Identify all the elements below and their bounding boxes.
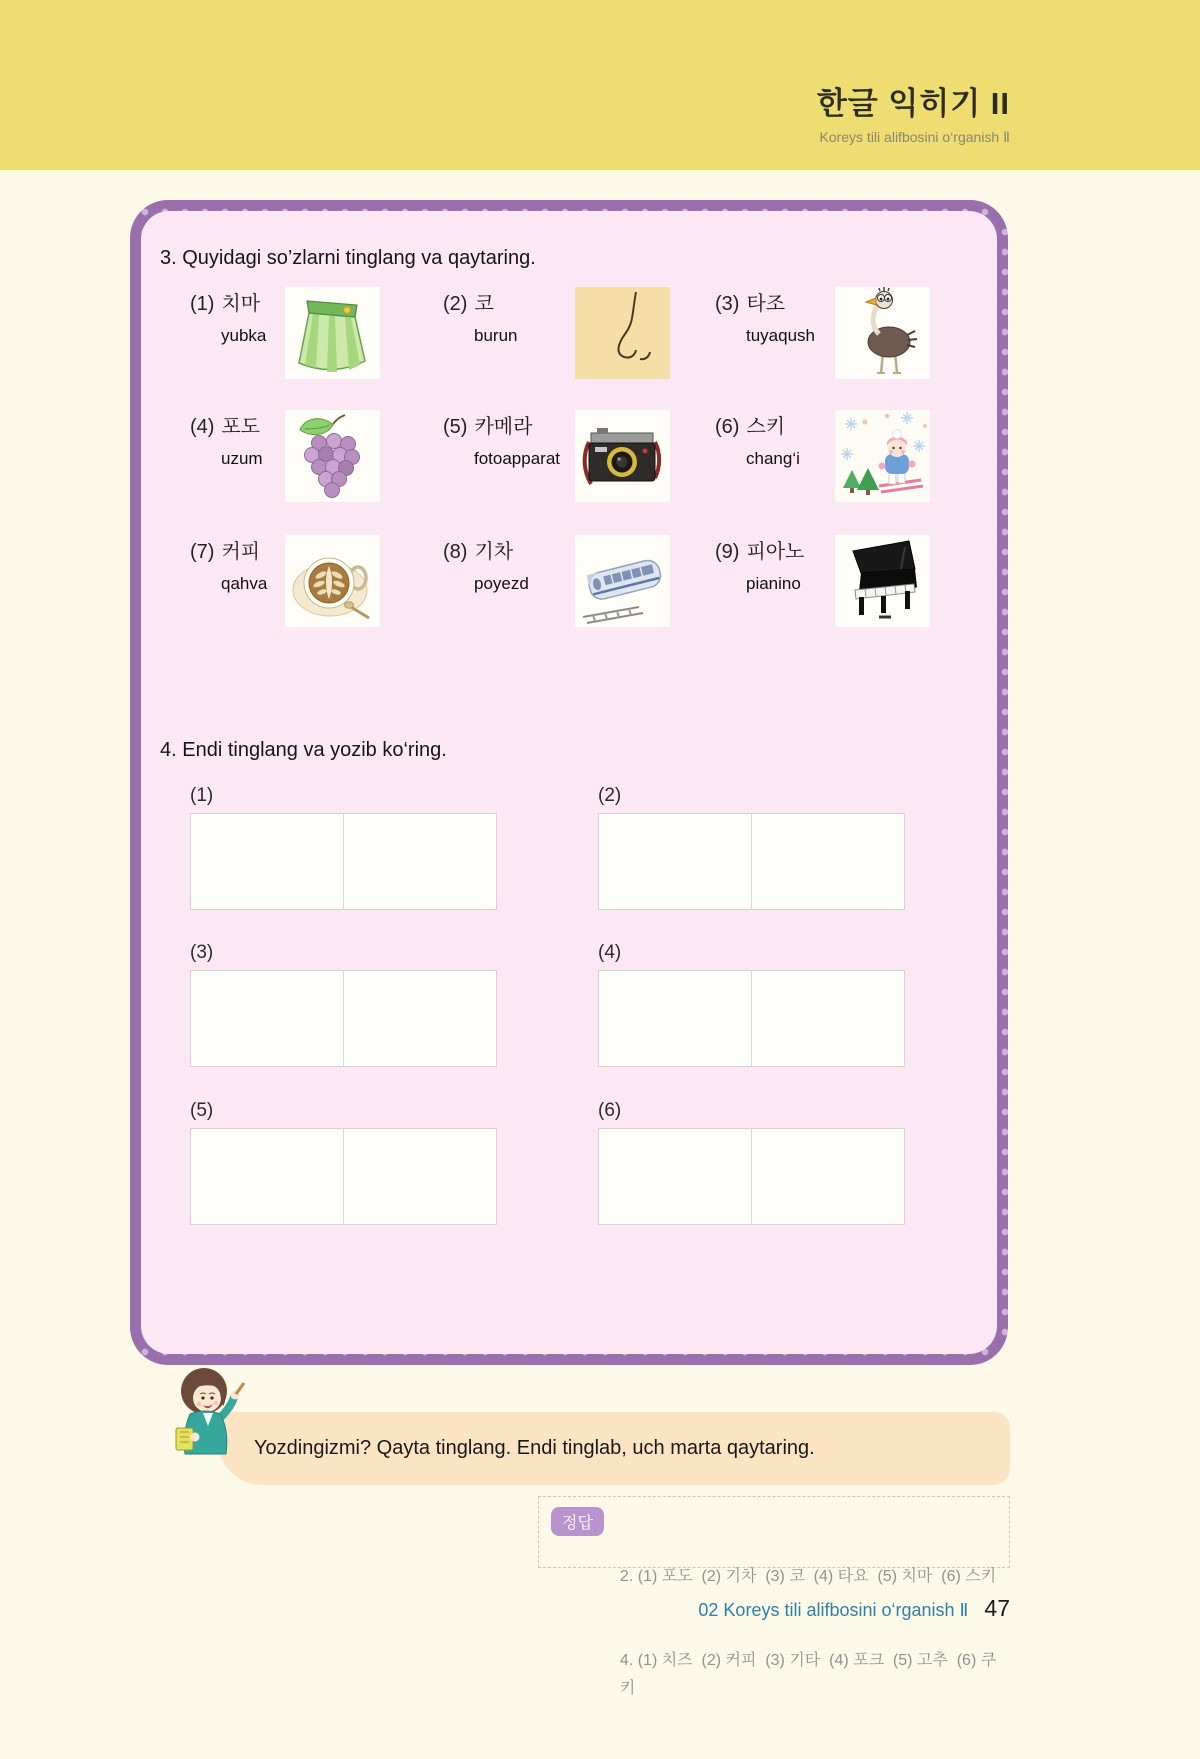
answer-box-3 [190, 970, 497, 1067]
word-number: (6) [715, 416, 740, 438]
answer-cell [599, 1129, 752, 1224]
answer-box-5 [190, 1128, 497, 1225]
word-text [190, 535, 267, 594]
piano-image [835, 535, 930, 627]
word-text [715, 535, 804, 594]
word-item-9 [715, 535, 930, 627]
answer-cell [191, 1129, 344, 1224]
frame-inner [141, 211, 997, 1354]
teacher-illustration [160, 1364, 260, 1486]
word-korean: 카메라 [474, 416, 533, 438]
exercise4-title: 4. Endi tinglang va yozib ko‘ring. [160, 739, 447, 761]
skirt-image [285, 287, 380, 379]
answer-cell [752, 971, 904, 1066]
box-label-1: (1) [190, 785, 214, 806]
answer-key-lines [620, 1507, 1009, 1759]
word-number: (4) [190, 416, 215, 438]
word-korean: 기차 [474, 541, 514, 563]
footer-page-number: 47 [984, 1595, 1010, 1621]
box-label-2: (2) [598, 785, 622, 806]
word-number: (7) [190, 541, 215, 563]
word-latin: chang‘i [746, 449, 800, 468]
box-label-4: (4) [598, 942, 622, 963]
word-text [443, 535, 529, 594]
word-text [715, 287, 815, 346]
page-title: 한글 익히기 II [816, 86, 1010, 121]
word-number: (1) [190, 293, 215, 315]
dotted-frame [130, 200, 1008, 1365]
word-latin: uzum [221, 449, 263, 468]
word-latin: poyezd [474, 574, 529, 593]
word-item-5 [443, 410, 670, 502]
camera-image [575, 410, 670, 502]
coffee-image [285, 535, 380, 627]
answer-cell [599, 971, 752, 1066]
answer-cell [752, 814, 904, 909]
answer-cell [344, 1129, 496, 1224]
ostrich-image [835, 287, 930, 379]
word-item-2 [443, 287, 670, 379]
answer-key-badge: 정답 [551, 1507, 604, 1536]
word-number: (3) [715, 293, 740, 315]
word-item-7 [190, 535, 380, 627]
word-korean: 코 [474, 293, 494, 315]
footer-chapter: 02 Koreys tili alifbosini o‘rganish Ⅱ [698, 1600, 969, 1620]
answer-cell [191, 971, 344, 1066]
word-latin: qahva [221, 574, 268, 593]
exercise3-title: 3. Quyidagi so’zlarni tinglang va qaytaring. [160, 247, 536, 269]
word-item-3 [715, 287, 930, 379]
word-text [190, 287, 266, 346]
word-korean: 스키 [746, 416, 786, 438]
word-item-1 [190, 287, 380, 379]
tip-band [218, 1412, 1010, 1485]
grapes-image [285, 410, 380, 502]
answer-cell [191, 814, 344, 909]
word-number: (9) [715, 541, 740, 563]
answer-box-2 [598, 813, 905, 910]
answer-cell [752, 1129, 904, 1224]
word-latin: pianino [746, 574, 801, 593]
answer-line-1: 2. (1) 포도 (2) 기차 (3) 코 (4) 타요 (5) 치마 (6) 스키 [619, 1568, 997, 1585]
answer-box-6 [598, 1128, 905, 1225]
word-korean: 커피 [221, 541, 261, 563]
train-image [575, 535, 670, 627]
nose-image [575, 287, 670, 379]
box-label-5: (5) [190, 1100, 214, 1121]
word-latin: tuyaqush [746, 326, 815, 345]
word-korean: 포도 [221, 416, 261, 438]
word-korean: 치마 [221, 293, 261, 315]
header-band [0, 0, 1200, 170]
word-number: (5) [443, 416, 468, 438]
word-item-6 [715, 410, 930, 502]
word-latin: yubka [221, 326, 267, 345]
word-text [443, 410, 560, 469]
answer-cell [599, 814, 752, 909]
word-latin: fotoapparat [474, 449, 561, 468]
word-korean: 타조 [746, 293, 786, 315]
box-label-3: (3) [190, 942, 214, 963]
tip-text: Yozdingizmi? Qayta tinglang. Endi tinglab, uch marta qaytaring. [254, 1437, 815, 1459]
word-number: (2) [443, 293, 468, 315]
word-korean: 피아노 [746, 541, 805, 563]
word-item-4 [190, 410, 380, 502]
word-text [190, 410, 263, 469]
page-footer [0, 1595, 1010, 1622]
page-header [817, 78, 1010, 146]
answer-cell [344, 971, 496, 1066]
word-text [715, 410, 800, 469]
word-text [443, 287, 517, 346]
answer-box-1 [190, 813, 497, 910]
page-subtitle: Koreys tili alifbosini o‘rganish Ⅱ [819, 129, 1010, 145]
word-number: (8) [443, 541, 468, 563]
box-label-6: (6) [598, 1100, 622, 1121]
answer-cell [344, 814, 496, 909]
answer-box-4 [598, 970, 905, 1067]
answer-line-2: 4. (1) 치즈 (2) 커피 (3) 기타 (4) 포크 (5) 고추 (6) 쿠키 [619, 1652, 997, 1697]
ski-image [835, 410, 930, 502]
word-item-8 [443, 535, 670, 627]
word-latin: burun [474, 326, 518, 345]
